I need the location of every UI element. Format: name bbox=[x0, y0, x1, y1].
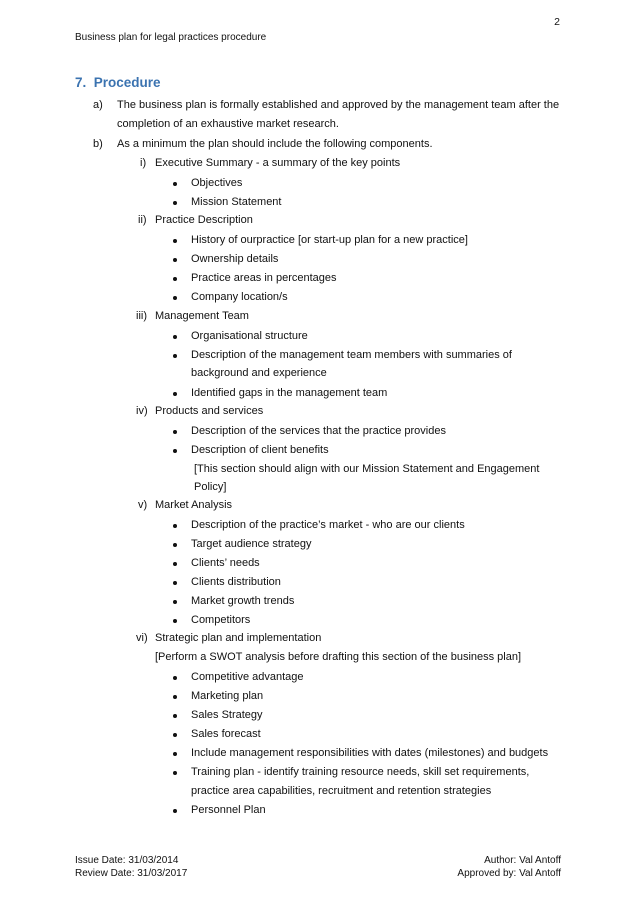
sub-vi-marker: vi) bbox=[136, 632, 148, 644]
bullet-text: Sales Strategy bbox=[191, 709, 263, 721]
item-b-text: As a minimum the plan should include the following components. bbox=[117, 138, 433, 150]
item-a-line2: completion of an exhaustive market research. bbox=[117, 118, 339, 130]
footer-approved-by: Approved by: Val Antoff bbox=[457, 868, 561, 879]
bullet-text: Competitive advantage bbox=[191, 671, 304, 683]
bullet-dot bbox=[173, 676, 177, 680]
bullet-dot bbox=[173, 771, 177, 775]
bullet-dot bbox=[173, 296, 177, 300]
bullet-dot bbox=[173, 354, 177, 358]
bullet-text: Ownership details bbox=[191, 253, 279, 265]
section-note: [This section should align with our Mission Statement and Engagement bbox=[194, 463, 540, 475]
bullet-dot bbox=[173, 809, 177, 813]
sub-iv-text: Products and services bbox=[155, 405, 264, 417]
bullet-text: Company location/s bbox=[191, 291, 288, 303]
bullet-dot bbox=[173, 581, 177, 585]
bullet-text-continued: practice area capabilities, recruitment and retention strategies bbox=[191, 785, 492, 797]
bullet-text: Description of the practice’s market - who are our clients bbox=[191, 519, 465, 531]
bullet-dot bbox=[173, 733, 177, 737]
item-b-marker: b) bbox=[93, 138, 103, 150]
section-title: Procedure bbox=[93, 75, 161, 90]
sub-i-text: Executive Summary - a summary of the key points bbox=[155, 157, 401, 169]
bullet-dot bbox=[173, 600, 177, 604]
bullet-dot bbox=[173, 277, 177, 281]
bullet-text: Personnel Plan bbox=[191, 804, 266, 816]
bullet-dot bbox=[173, 239, 177, 243]
bullet-dot bbox=[173, 335, 177, 339]
bullet-text: Competitors bbox=[191, 614, 251, 626]
item-a-marker: a) bbox=[93, 99, 103, 111]
section-note-continued: Policy] bbox=[194, 481, 227, 493]
bullet-dot bbox=[173, 714, 177, 718]
bullet-dot bbox=[173, 182, 177, 186]
bullet-dot bbox=[173, 562, 177, 566]
bullet-text: Marketing plan bbox=[191, 690, 264, 702]
sub-ii-text: Practice Description bbox=[155, 214, 253, 226]
sub-iv-marker: iv) bbox=[136, 405, 148, 417]
sub-v-marker: v) bbox=[138, 499, 148, 511]
footer-issue-date: Issue Date: 31/03/2014 bbox=[75, 855, 179, 866]
bullet-dot bbox=[173, 430, 177, 434]
bullet-dot bbox=[173, 619, 177, 623]
bullet-text: Practice areas in percentages bbox=[191, 272, 337, 284]
bullet-text: Clients distribution bbox=[191, 576, 281, 588]
sub-iii-text: Management Team bbox=[155, 310, 249, 322]
bullet-dot bbox=[173, 258, 177, 262]
bullet-text: Description of the services that the practice provides bbox=[191, 425, 446, 437]
bullet-dot bbox=[173, 201, 177, 205]
bullet-text: Target audience strategy bbox=[191, 538, 312, 550]
bullet-text: Sales forecast bbox=[191, 728, 261, 740]
bullet-dot bbox=[173, 524, 177, 528]
bullet-text: Description of client benefits bbox=[191, 444, 329, 456]
bullet-dot bbox=[173, 543, 177, 547]
bullet-text: Identified gaps in the management team bbox=[191, 387, 388, 399]
bullet-text: Objectives bbox=[191, 177, 243, 189]
sub-v-text: Market Analysis bbox=[155, 499, 233, 511]
footer-review-date: Review Date: 31/03/2017 bbox=[75, 868, 188, 879]
sub-ii-marker: ii) bbox=[138, 214, 147, 226]
bullet-text: Market growth trends bbox=[191, 595, 295, 607]
sub-i-marker: i) bbox=[140, 157, 147, 169]
footer-author: Author: Val Antoff bbox=[484, 855, 561, 866]
item-a-line1: The business plan is formally established and approved by the management team after the bbox=[117, 99, 560, 111]
bullet-dot bbox=[173, 695, 177, 699]
bullet-dot bbox=[173, 449, 177, 453]
page-number: 2 bbox=[554, 16, 560, 28]
bullet-text: History of ourpractice [or start-up plan for a new practice] bbox=[191, 234, 468, 246]
bullet-text: Include management responsibilities with dates (milestones) and budgets bbox=[191, 747, 549, 759]
bullet-dot bbox=[173, 392, 177, 396]
bullet-text: Training plan - identify training resource needs, skill set requirements, bbox=[191, 766, 530, 778]
section-note: [Perform a SWOT analysis before drafting this section of the business plan] bbox=[155, 651, 522, 663]
bullet-text-continued: background and experience bbox=[191, 367, 327, 379]
sub-iii-marker: iii) bbox=[136, 310, 147, 322]
bullet-text: Clients’ needs bbox=[191, 557, 260, 569]
section-number: 7. bbox=[75, 75, 87, 90]
bullet-text: Organisational structure bbox=[191, 330, 308, 342]
bullet-text: Description of the management team members with summaries of bbox=[191, 349, 512, 361]
page-header-title: Business plan for legal practices procedure bbox=[75, 32, 267, 43]
sub-vi-text: Strategic plan and implementation bbox=[155, 632, 322, 644]
bullet-dot bbox=[173, 752, 177, 756]
section-heading bbox=[75, 75, 161, 90]
bullet-text: Mission Statement bbox=[191, 196, 282, 208]
